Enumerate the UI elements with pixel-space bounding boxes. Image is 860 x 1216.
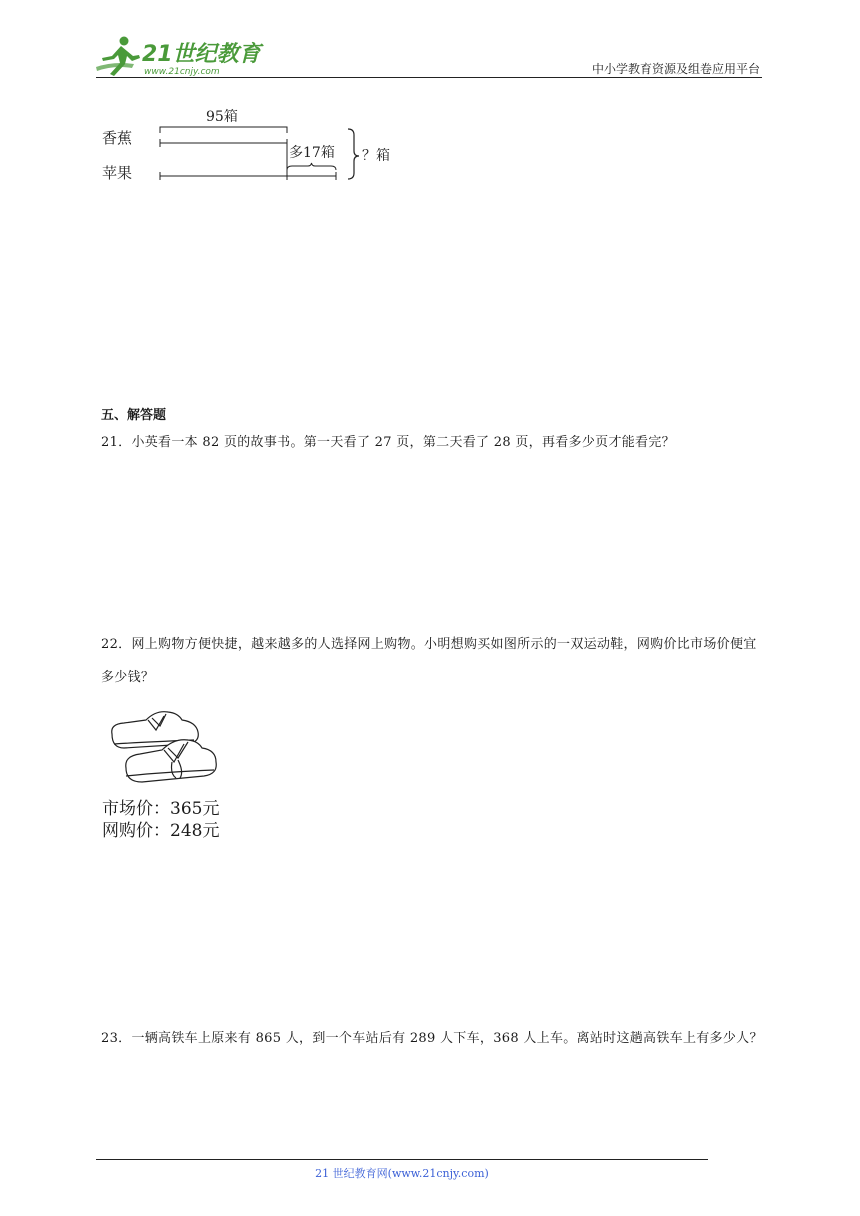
diagram-right-brace — [348, 129, 359, 179]
diagram-top-label: 95箱 — [206, 109, 238, 125]
footer-text: 21 世纪教育网(www.21cnjy.com) — [315, 1167, 489, 1180]
segment-diagram — [100, 103, 410, 185]
question-22: 22．网上购物方便快捷，越来越多的人选择网上购物。小明想购买如图所示的一双运动鞋，网购价比市场价便宜多少钱？ — [101, 637, 757, 685]
logo-sub-text: www.21cnjy.com — [144, 67, 220, 77]
section-title: 五、解答题 — [101, 408, 167, 423]
logo-main-text: 21世纪教育 — [142, 42, 261, 67]
diagram-diff-label: 多17箱 — [289, 145, 335, 161]
online-price: 网购价：248元 — [102, 821, 220, 841]
diagram-diff-brace — [287, 163, 336, 170]
footer-divider — [96, 1159, 708, 1160]
market-price: 市场价：365元 — [102, 799, 220, 819]
diagram-row2-label: 苹果 — [102, 164, 133, 182]
diagram-question-label: ？箱 — [362, 148, 390, 164]
runner-logo-icon — [96, 37, 140, 77]
header-divider — [96, 77, 762, 78]
question-23: 23．一辆高铁车上原来有 865 人，到一个车站后有 289 人下车，368 人上车。离站时这趟高铁车上有多少人？ — [101, 1031, 763, 1046]
diagram-row1-label: 香蕉 — [102, 129, 133, 147]
shoes-illustration — [104, 706, 222, 794]
diagram-top-brace — [160, 127, 287, 133]
header-platform-text: 中小学教育资源及组卷应用平台 — [591, 62, 760, 76]
site-logo — [94, 34, 264, 78]
question-21: 21．小英看一本 82 页的故事书。第一天看了 27 页，第二天看了 28 页，再看多少页才能看完？ — [101, 435, 675, 450]
